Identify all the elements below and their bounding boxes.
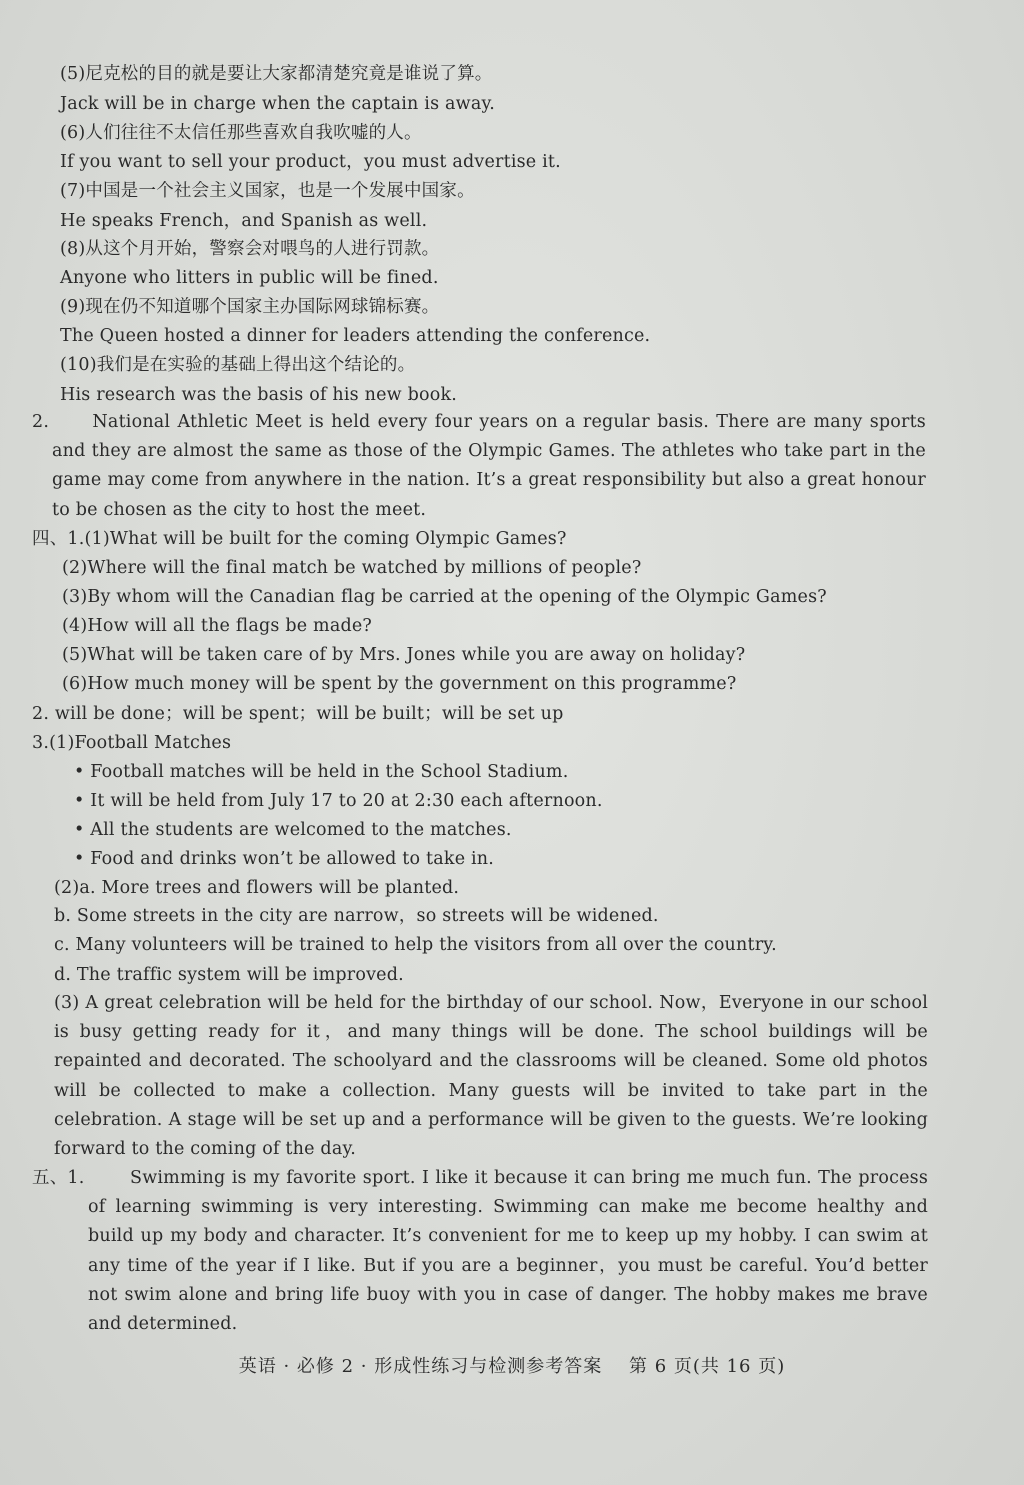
translation-line: His research was the basis of his new book. [60,385,458,405]
question-line: (3)By whom will the Canadian flag be carried at the opening of the Olympic Games? [62,587,827,607]
translation-line: (8)从这个月开始，警察会对喂鸟的人进行罚款。 [60,239,440,259]
footer-page-number: 第 6 页(共 16 页) [628,1356,786,1377]
swimming-paragraph: Swimming is my favorite sport. I like it because it can bring me much fun. The process of learning swimming is very interesting. Swimming can make me become healthy and build up my body and character. It’s convenient for me to keep up my hobby. I can swim at any time of the year if I like. But if you are a beginner，you must be careful. You’d better not swim alone and bring life buoy with you in case of danger. The hobby makes me brave and determined. [88,1168,928,1335]
plan-line: b. Some streets in the city are narrow，so streets will be widened. [54,906,659,926]
plan-line: c. Many volunteers will be trained to help the visitors from all over the country. [54,935,777,955]
translation-line: (5)尼克松的目的就是要让大家都清楚究竟是谁说了算。 [60,64,493,84]
notice-bullet: • Food and drinks won’t be allowed to take in. [74,849,495,869]
translation-line: Jack will be in charge when the captain is away. [60,94,496,114]
page-footer [0,1352,1024,1378]
athletic-meet-paragraph [32,408,926,525]
translation-line: He speaks French，and Spanish as well. [60,211,428,231]
translation-line: Anyone who litters in public will be fined. [60,268,439,288]
translation-line: If you want to sell your product，you must advertise it. [60,152,561,172]
notice-bullet: • All the students are welcomed to the matches. [74,820,512,840]
question-line: (5)What will be taken care of by Mrs. Jones while you are away on holiday? [62,645,746,665]
athletic-meet-text: 2. National Athletic Meet is held every four years on a regular basis. There are many sports and they are almost the same as those of the Olympic Games. The athletes who take part in the game may come from anywhere in the nation. It’s a great responsibility but also a great honour to be chosen as the city to host the meet. [32,412,926,520]
question-line: (2)Where will the final match be watched by millions of people? [62,558,642,578]
plan-line: (2)a. More trees and flowers will be planted. [54,878,460,898]
footer-title: 英语 · 必修 2 · 形成性练习与检测参考答案 [238,1356,603,1377]
translation-line: (9)现在仍不知道哪个国家主办国际网球锦标赛。 [60,297,440,317]
section5-label: 五、1. [32,1168,85,1188]
celebration-paragraph: (3) A great celebration will be held for the birthday of our school. Now，Everyone in our school is busy getting ready for it，and many things will be done. The school buildings will be repainted and decorated. The schoolyard and the classrooms will be cleaned. Some old photos will be collected to make a collection. Many guests will be invited to take part in the celebration. A stage will be set up and a performance will be given to the guests. We’re looking forward to the coming of the day. [54,993,928,1160]
question-line: (6)How much money will be spent by the government on this programme? [62,674,737,694]
notice-bullet: • Football matches will be held in the School Stadium. [74,762,569,782]
translation-line: (6)人们往往不太信任那些喜欢自我吹嘘的人。 [60,123,422,143]
translation-line: The Queen hosted a dinner for leaders attending the conference. [60,326,651,346]
notice-bullet: • It will be held from July 17 to 20 at 2:30 each afternoon. [74,791,603,811]
question-line: (4)How will all the flags be made? [62,616,373,636]
notice-title: 3.(1)Football Matches [32,733,232,753]
answer-line: 2. will be done；will be spent；will be built；will be set up [32,704,564,724]
translation-line: (10)我们是在实验的基础上得出这个结论的。 [60,355,416,375]
translation-line: (7)中国是一个社会主义国家，也是一个发展中国家。 [60,181,475,201]
question-line: 四、1.(1)What will be built for the coming Olympic Games? [32,529,567,549]
plan-line: d. The traffic system will be improved. [54,965,404,985]
